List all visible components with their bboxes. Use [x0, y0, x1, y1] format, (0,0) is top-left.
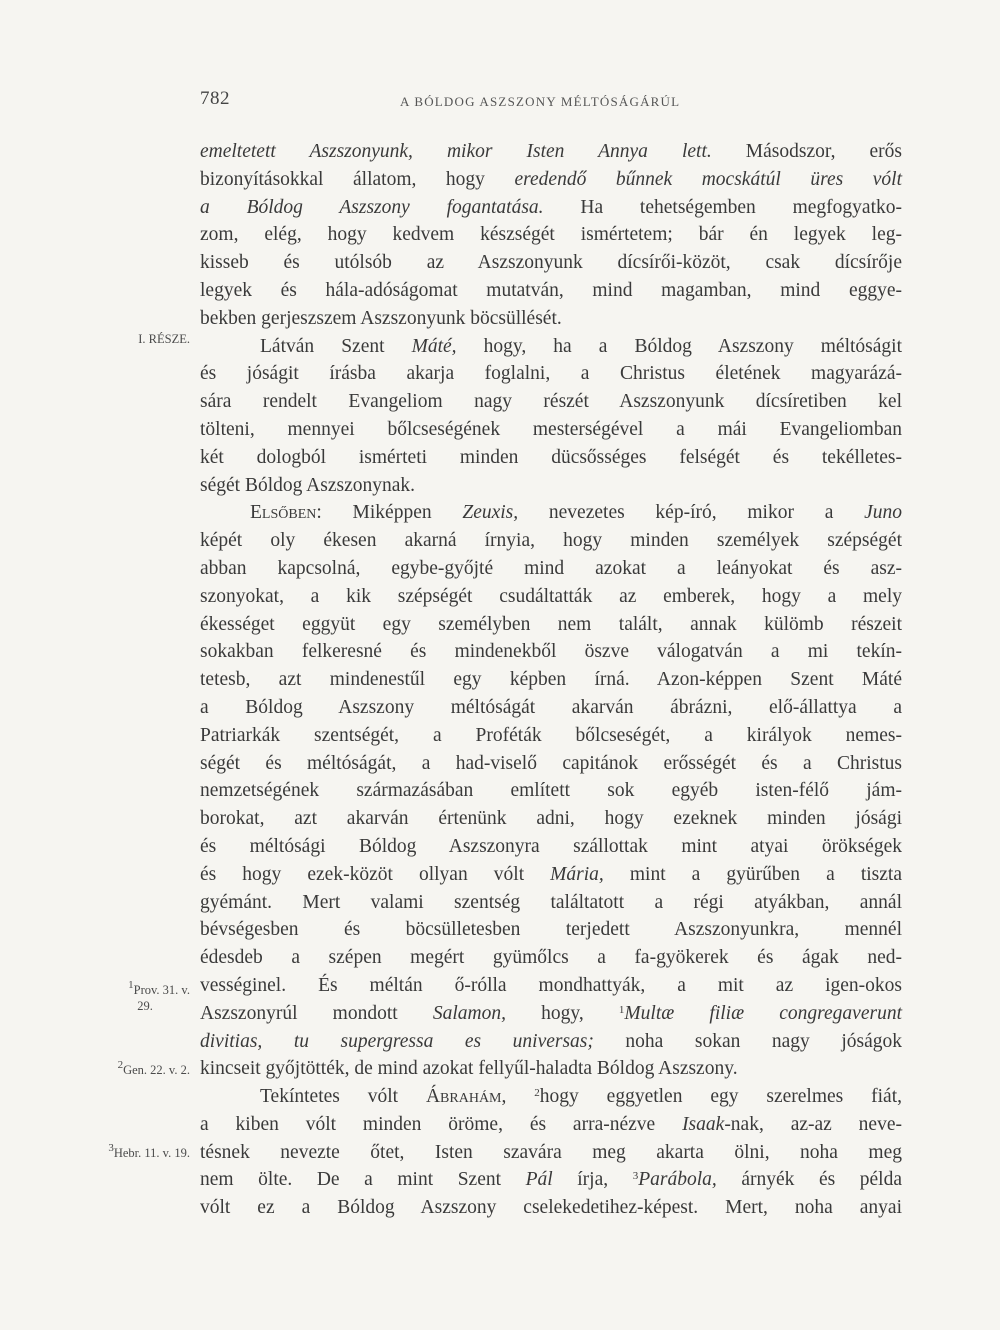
text-line: bizonyításokkal állatom, hogy eredendő bűnnek mocskátúl üres vólt: [200, 168, 902, 190]
margin-note-ref3-text: Hebr. 11. v. 19.: [113, 1146, 190, 1160]
margin-note-ref1-b: 29.: [137, 999, 153, 1013]
text-line: és jóságit írásba akarja foglalni, a Christus életének magyarázá-: [200, 363, 902, 385]
text-line: a Bóldog Aszszony fogantatása. Ha tehetségemben megfogyatko-: [200, 196, 902, 218]
text-line: divitias, tu supergressa es universas; noha sokan nagy jóságok: [200, 1030, 902, 1052]
text-line: borokat, azt akarván értenünk adni, hogy ezeknek minden jósági: [200, 808, 902, 830]
text-line: nemzetségének származásában említett sok egyéb isten-félő jám-: [200, 780, 902, 802]
text-line: Látván Szent Máté, hogy, ha a Bóldog Aszszony méltóságit: [260, 335, 902, 357]
text-line: és méltósági Bóldog Aszszonyra szállottak mint atyai örökségek: [200, 835, 902, 857]
text-line: tésnek nevezte őtet, Isten szavára meg akarta ölni, noha meg: [200, 1141, 902, 1163]
text-line: szonyokat, a kik szépségét csudáltatták az emberek, hogy a mely: [200, 585, 902, 607]
text-line: nem ölte. De a mint Szent Pál írja, $^3$Parábola, árnyék és példa: [200, 1169, 902, 1191]
margin-note-part: [70, 331, 190, 347]
text-line: sokakban felkeresné és mindenekből öszve válogatván a mi tekín-: [200, 641, 902, 663]
text-line: zom, elég, hogy kedvem készségét ismértetem; bár én legyek leg-: [200, 224, 902, 246]
text-line: kisseb és utólsób az Aszszonyunk dícsírői-közöt, csak dícsírője: [200, 252, 902, 274]
text-line: Aszszonyrúl mondott Salamon, hogy, $^1$Multæ filiæ congregaverunt: [200, 1002, 902, 1024]
text-line: ségét Bóldog Aszszonynak.: [200, 474, 416, 496]
text-line: a Bóldog Aszszony méltóságát akarván ábrázni, elő-állattya a: [200, 696, 902, 718]
text-line: és hogy ezek-közöt ollyan vólt Mária, mint a gyürűben a tiszta: [200, 863, 902, 885]
text-line: a kiben vólt minden öröme, és arra-nézve Isaak-nak, az-az neve-: [200, 1113, 902, 1135]
text-line: tetesb, azt mindenestűl egy képben írná. Azon-képpen Szent Máté: [200, 669, 902, 691]
margin-note-ref2-text: Gen. 22. v. 2.: [123, 1063, 190, 1077]
text-line: Patriarkák szentségét, a Proféták bőlcseségét, a királyok nemes-: [200, 724, 902, 746]
text-line: édesdeb a szépen megért gyümőlcs a fa-gyökerek és ágak ned-: [200, 947, 902, 969]
text-line: Elsőben: Miképpen Zeuxis, nevezetes kép-író, mikor a Juno: [250, 502, 903, 524]
margin-note-ref1: [70, 979, 190, 1014]
text-line: ékességet eggyüt egy személyben nem talált, annak külömb részeit: [200, 613, 902, 635]
text-line: bévségesben és böcsülletesben terjedett Aszszonyunkra, mennél: [200, 919, 902, 941]
margin-note-part-text: I. RÉSZE.: [138, 332, 190, 346]
text-line: abban kapcsolná, egybe-győjté mind azokat a leányokat és asz-: [200, 557, 902, 579]
margin-note-ref2: $^2$Gen. 22. v. 2.: [117, 1059, 190, 1077]
margin-note-ref3: $^3$Hebr. 11. v. 19.: [108, 1142, 190, 1160]
text-line: két dologból ismérteti minden dücsősséges felségét és tekélletes-: [200, 446, 902, 468]
body-text: [200, 138, 902, 1222]
page-number: 782: [200, 88, 230, 109]
text-line: tölteni, mennyei bőlcseségének mesterségével a mái Evangeliomban: [200, 418, 902, 440]
text-line: legyek és hála-adóságomat mutatván, mind magamban, mind eggye-: [200, 279, 902, 301]
text-line: ségét és méltóságát, a had-viselő capitánok erősségét és a Christus: [200, 752, 902, 774]
text-line: Tekíntetes vólt Ábrahám, $^2$hogy eggyetlen egy szerelmes fiát,: [260, 1086, 902, 1108]
text-line: vességinel. És méltán ő-rólla mondhattyák, a mit az igen-okos: [200, 974, 902, 996]
text-line: vólt ez a Bóldog Aszszony cselekedetihez-képest. Mert, noha anyai: [200, 1197, 902, 1219]
running-head: A BÓLDOG ASZSZONY MÉLTÓSÁGÁRÚL: [400, 94, 681, 109]
margin-note-ref1-a: $^1$Prov. 31. v.: [128, 979, 190, 997]
text-line: kincseit győjtötték, de mind azokat fellyűl-haladta Bóldog Aszszony.: [200, 1058, 738, 1080]
text-line: emeltetett Aszszonyunk, mikor Isten Annya lett. Másodszor, erős: [200, 141, 902, 162]
text-line: gyémánt. Mert valami szentség találtatott a régi atyákban, annál: [200, 891, 902, 913]
text-line: sára rendelt Evangeliom nagy részét Aszszonyunk dícsíretiben kel: [200, 391, 902, 413]
text-line: képét oly ékesen akarná írnyia, hogy minden személyek szépségét: [200, 530, 902, 552]
page-header: [200, 88, 910, 118]
text-line: bekben gerjeszszem Aszszonyunk böcsüllését.: [200, 307, 562, 329]
